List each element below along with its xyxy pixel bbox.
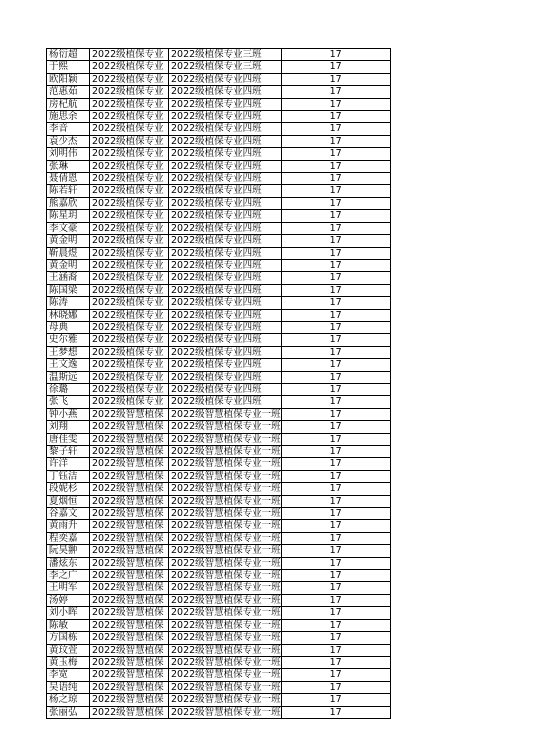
count-cell: 17 [281,582,390,594]
major-cell: 2022级植保专业 [90,86,169,98]
table-row [47,706,391,718]
class-cell: 2022级植保专业四班 [169,173,282,185]
table-row [47,483,391,495]
student-name-cell: 温斯远 [47,371,90,383]
student-name-cell: 靳晨煜 [47,247,90,259]
count-cell: 17 [281,495,390,507]
table-row [47,594,391,606]
table-row [47,135,391,147]
count-cell: 17 [281,557,390,569]
student-name-cell: 李之广 [47,570,90,582]
class-cell: 2022级智慧植保专业一班 [169,694,282,706]
student-name-cell: 钟小燕 [47,408,90,420]
major-cell: 2022级植保专业 [90,247,169,259]
count-cell: 17 [281,694,390,706]
student-name-cell: 范惠茹 [47,86,90,98]
major-cell: 2022级智慧植保 [90,694,169,706]
major-cell: 2022级植保专业 [90,148,169,160]
student-name-cell: 杨衍超 [47,49,90,61]
major-cell: 2022级智慧植保 [90,470,169,482]
class-cell: 2022级植保专业三班 [169,61,282,73]
table-row [47,210,391,222]
count-cell: 17 [281,259,390,271]
student-name-cell: 黎子轩 [47,446,90,458]
major-cell: 2022级智慧植保 [90,557,169,569]
class-cell: 2022级智慧植保专业一班 [169,508,282,520]
class-cell: 2022级植保专业四班 [169,371,282,383]
major-cell: 2022级智慧植保 [90,656,169,668]
class-cell: 2022级智慧植保专业一班 [169,421,282,433]
student-name-cell: 刘明伟 [47,148,90,160]
student-name-cell: 程奕嘉 [47,532,90,544]
count-cell: 17 [281,632,390,644]
major-cell: 2022级植保专业 [90,334,169,346]
count-cell: 17 [281,669,390,681]
table-row [47,458,391,470]
count-cell: 17 [281,446,390,458]
class-cell: 2022级植保专业四班 [169,334,282,346]
table-row [47,197,391,209]
table-row [47,86,391,98]
class-cell: 2022级植保专业四班 [169,160,282,172]
student-name-cell: 王梦想 [47,346,90,358]
major-cell: 2022级智慧植保 [90,644,169,656]
major-cell: 2022级智慧植保 [90,532,169,544]
class-cell: 2022级智慧植保专业一班 [169,656,282,668]
table-row [47,371,391,383]
student-table [46,48,391,719]
major-cell: 2022级植保专业 [90,135,169,147]
count-cell: 17 [281,197,390,209]
table-row [47,173,391,185]
student-name-cell: 刘翔 [47,421,90,433]
count-cell: 17 [281,607,390,619]
student-name-cell: 黄雨升 [47,520,90,532]
class-cell: 2022级植保专业四班 [169,235,282,247]
count-cell: 17 [281,284,390,296]
table-row [47,160,391,172]
class-cell: 2022级植保专业四班 [169,383,282,395]
major-cell: 2022级植保专业 [90,185,169,197]
class-cell: 2022级植保专业四班 [169,359,282,371]
count-cell: 17 [281,123,390,135]
student-table-body [47,49,391,719]
count-cell: 17 [281,470,390,482]
major-cell: 2022级智慧植保 [90,508,169,520]
class-cell: 2022级植保专业四班 [169,222,282,234]
table-row [47,421,391,433]
student-name-cell: 唐佳雯 [47,433,90,445]
student-name-cell: 林晓娜 [47,309,90,321]
student-name-cell: 袁少杰 [47,135,90,147]
major-cell: 2022级植保专业 [90,197,169,209]
class-cell: 2022级植保专业四班 [169,123,282,135]
class-cell: 2022级植保专业三班 [169,49,282,61]
class-cell: 2022级植保专业四班 [169,284,282,296]
class-cell: 2022级植保专业四班 [169,135,282,147]
class-cell: 2022级智慧植保专业一班 [169,632,282,644]
table-row [47,321,391,333]
class-cell: 2022级智慧植保专业一班 [169,619,282,631]
student-name-cell: 李文豪 [47,222,90,234]
class-cell: 2022级智慧植保专业一班 [169,669,282,681]
major-cell: 2022级植保专业 [90,235,169,247]
major-cell: 2022级植保专业 [90,321,169,333]
student-name-cell: 李宽 [47,669,90,681]
count-cell: 17 [281,421,390,433]
student-name-cell: 张琳 [47,160,90,172]
student-name-cell: 王涵裔 [47,272,90,284]
table-row [47,619,391,631]
count-cell: 17 [281,272,390,284]
table-row [47,259,391,271]
table-row [47,61,391,73]
table-row [47,607,391,619]
student-name-cell: 黄金明 [47,235,90,247]
major-cell: 2022级智慧植保 [90,706,169,718]
class-cell: 2022级植保专业四班 [169,321,282,333]
major-cell: 2022级植保专业 [90,98,169,110]
table-row [47,470,391,482]
count-cell: 17 [281,644,390,656]
student-name-cell: 徐璐 [47,383,90,395]
table-row [47,185,391,197]
count-cell: 17 [281,508,390,520]
major-cell: 2022级植保专业 [90,49,169,61]
count-cell: 17 [281,458,390,470]
count-cell: 17 [281,371,390,383]
student-name-cell: 陈敏 [47,619,90,631]
major-cell: 2022级智慧植保 [90,446,169,458]
student-name-cell: 丁钰洁 [47,470,90,482]
table-row [47,334,391,346]
class-cell: 2022级智慧植保专业一班 [169,706,282,718]
count-cell: 17 [281,359,390,371]
class-cell: 2022级植保专业四班 [169,272,282,284]
class-cell: 2022级智慧植保专业一班 [169,495,282,507]
major-cell: 2022级植保专业 [90,61,169,73]
table-row [47,73,391,85]
count-cell: 17 [281,570,390,582]
count-cell: 17 [281,619,390,631]
student-name-cell: 方国栋 [47,632,90,644]
student-name-cell: 汤婷 [47,594,90,606]
student-name-cell: 欧阳颖 [47,73,90,85]
table-row [47,644,391,656]
count-cell: 17 [281,520,390,532]
class-cell: 2022级智慧植保专业一班 [169,607,282,619]
major-cell: 2022级智慧植保 [90,408,169,420]
class-cell: 2022级植保专业四班 [169,111,282,123]
major-cell: 2022级智慧植保 [90,421,169,433]
class-cell: 2022级植保专业四班 [169,148,282,160]
count-cell: 17 [281,545,390,557]
class-cell: 2022级植保专业四班 [169,98,282,110]
count-cell: 17 [281,86,390,98]
major-cell: 2022级智慧植保 [90,582,169,594]
table-row [47,508,391,520]
major-cell: 2022级智慧植保 [90,545,169,557]
major-cell: 2022级植保专业 [90,210,169,222]
major-cell: 2022级植保专业 [90,123,169,135]
student-name-cell: 施思余 [47,111,90,123]
count-cell: 17 [281,49,390,61]
count-cell: 17 [281,594,390,606]
class-cell: 2022级植保专业四班 [169,247,282,259]
table-row [47,520,391,532]
table-row [47,309,391,321]
table-row [47,408,391,420]
count-cell: 17 [281,483,390,495]
student-name-cell: 聂倩恩 [47,173,90,185]
student-name-cell: 吴语纯 [47,681,90,693]
class-cell: 2022级智慧植保专业一班 [169,470,282,482]
major-cell: 2022级智慧植保 [90,681,169,693]
class-cell: 2022级植保专业四班 [169,185,282,197]
class-cell: 2022级植保专业四班 [169,73,282,85]
class-cell: 2022级植保专业四班 [169,309,282,321]
class-cell: 2022级智慧植保专业一班 [169,570,282,582]
major-cell: 2022级植保专业 [90,359,169,371]
student-name-cell: 房杞航 [47,98,90,110]
student-name-cell: 王明军 [47,582,90,594]
count-cell: 17 [281,210,390,222]
major-cell: 2022级植保专业 [90,371,169,383]
major-cell: 2022级植保专业 [90,346,169,358]
class-cell: 2022级植保专业四班 [169,197,282,209]
count-cell: 17 [281,309,390,321]
table-row [47,359,391,371]
table-row [47,49,391,61]
class-cell: 2022级智慧植保专业一班 [169,557,282,569]
count-cell: 17 [281,334,390,346]
table-row [47,284,391,296]
count-cell: 17 [281,73,390,85]
count-cell: 17 [281,235,390,247]
table-row [47,694,391,706]
major-cell: 2022级植保专业 [90,173,169,185]
table-row [47,396,391,408]
count-cell: 17 [281,111,390,123]
student-name-cell: 段妮杉 [47,483,90,495]
table-row [47,297,391,309]
table-row [47,433,391,445]
student-name-cell: 于熙 [47,61,90,73]
count-cell: 17 [281,297,390,309]
major-cell: 2022级智慧植保 [90,433,169,445]
table-row [47,656,391,668]
count-cell: 17 [281,346,390,358]
table-row [47,495,391,507]
major-cell: 2022级植保专业 [90,111,169,123]
count-cell: 17 [281,681,390,693]
student-name-cell: 夏烟恒 [47,495,90,507]
count-cell: 17 [281,135,390,147]
student-name-cell: 陈若轩 [47,185,90,197]
table-row [47,235,391,247]
student-name-cell: 陈星玥 [47,210,90,222]
table-row [47,681,391,693]
major-cell: 2022级智慧植保 [90,483,169,495]
count-cell: 17 [281,706,390,718]
major-cell: 2022级智慧植保 [90,594,169,606]
count-cell: 17 [281,222,390,234]
major-cell: 2022级植保专业 [90,160,169,172]
count-cell: 17 [281,148,390,160]
class-cell: 2022级智慧植保专业一班 [169,681,282,693]
count-cell: 17 [281,321,390,333]
major-cell: 2022级植保专业 [90,259,169,271]
table-row [47,247,391,259]
table-row [47,222,391,234]
class-cell: 2022级智慧植保专业一班 [169,545,282,557]
table-row [47,669,391,681]
class-cell: 2022级植保专业四班 [169,396,282,408]
major-cell: 2022级植保专业 [90,309,169,321]
table-row [47,98,391,110]
student-name-cell: 许洋 [47,458,90,470]
student-name-cell: 杨之琼 [47,694,90,706]
class-cell: 2022级智慧植保专业一班 [169,408,282,420]
class-cell: 2022级智慧植保专业一班 [169,520,282,532]
table-row [47,532,391,544]
class-cell: 2022级植保专业四班 [169,297,282,309]
student-name-cell: 母典 [47,321,90,333]
class-cell: 2022级植保专业四班 [169,259,282,271]
student-name-cell: 黄玟萱 [47,644,90,656]
major-cell: 2022级智慧植保 [90,619,169,631]
table-row [47,346,391,358]
major-cell: 2022级智慧植保 [90,520,169,532]
major-cell: 2022级植保专业 [90,272,169,284]
student-name-cell: 陈国梁 [47,284,90,296]
count-cell: 17 [281,408,390,420]
table-row [47,383,391,395]
student-name-cell: 王文逸 [47,359,90,371]
count-cell: 17 [281,433,390,445]
major-cell: 2022级智慧植保 [90,669,169,681]
student-name-cell: 陈涛 [47,297,90,309]
table-row [47,148,391,160]
class-cell: 2022级智慧植保专业一班 [169,433,282,445]
count-cell: 17 [281,247,390,259]
student-name-cell: 潘炫东 [47,557,90,569]
class-cell: 2022级智慧植保专业一班 [169,582,282,594]
class-cell: 2022级植保专业四班 [169,86,282,98]
table-row [47,557,391,569]
class-cell: 2022级智慧植保专业一班 [169,594,282,606]
student-name-cell: 刘小晖 [47,607,90,619]
student-name-cell: 黄玉梅 [47,656,90,668]
count-cell: 17 [281,61,390,73]
table-row [47,570,391,582]
student-name-cell: 熊嘉欣 [47,197,90,209]
major-cell: 2022级智慧植保 [90,632,169,644]
major-cell: 2022级智慧植保 [90,570,169,582]
table-row [47,545,391,557]
count-cell: 17 [281,185,390,197]
major-cell: 2022级智慧植保 [90,607,169,619]
student-name-cell: 谷嘉文 [47,508,90,520]
count-cell: 17 [281,396,390,408]
major-cell: 2022级植保专业 [90,222,169,234]
student-name-cell: 张飞 [47,396,90,408]
class-cell: 2022级智慧植保专业一班 [169,458,282,470]
table-row [47,123,391,135]
student-name-cell: 李音 [47,123,90,135]
table-row [47,446,391,458]
major-cell: 2022级智慧植保 [90,495,169,507]
class-cell: 2022级智慧植保专业一班 [169,532,282,544]
table-row [47,272,391,284]
student-name-cell: 张丽弘 [47,706,90,718]
table-row [47,111,391,123]
major-cell: 2022级植保专业 [90,73,169,85]
class-cell: 2022级智慧植保专业一班 [169,483,282,495]
student-name-cell: 阮昊翀 [47,545,90,557]
class-cell: 2022级植保专业四班 [169,210,282,222]
major-cell: 2022级植保专业 [90,396,169,408]
count-cell: 17 [281,656,390,668]
count-cell: 17 [281,160,390,172]
table-row [47,582,391,594]
table-row [47,632,391,644]
count-cell: 17 [281,532,390,544]
class-cell: 2022级植保专业四班 [169,346,282,358]
student-name-cell: 史尔雅 [47,334,90,346]
major-cell: 2022级植保专业 [90,383,169,395]
major-cell: 2022级植保专业 [90,297,169,309]
count-cell: 17 [281,173,390,185]
count-cell: 17 [281,383,390,395]
class-cell: 2022级智慧植保专业一班 [169,644,282,656]
student-name-cell: 黄金明 [47,259,90,271]
count-cell: 17 [281,98,390,110]
major-cell: 2022级智慧植保 [90,458,169,470]
major-cell: 2022级植保专业 [90,284,169,296]
class-cell: 2022级智慧植保专业一班 [169,446,282,458]
